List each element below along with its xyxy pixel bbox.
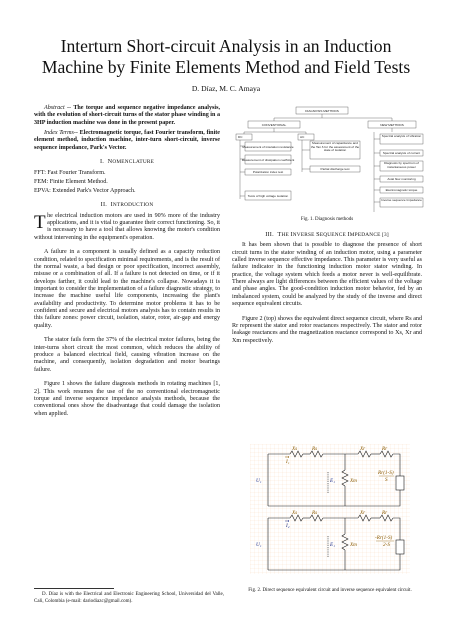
abstract-label: Abstract --: [44, 105, 72, 111]
right-column: [232, 231, 422, 345]
diagram-new-item: Diagnosis by spectrum of instantaneous power: [384, 162, 419, 169]
index-terms-text: Electromagnetic torque, fast Fourier transform, finite element method, induction machine, inter-turn short-circuit, inverse sequence impedance, Park's Vector.: [34, 130, 221, 151]
section-heading-nomenclature: I. NOMENCLATURE: [99, 158, 155, 166]
diagram-new-item: Spectral analysis of current: [382, 151, 421, 156]
diagram-new-methods-label: NEW METHODS: [380, 122, 404, 127]
label-rr-top: Rr: [382, 446, 388, 452]
diagram-new-item: Axial flow monitoring: [387, 177, 416, 182]
nomenclature-item: FEM: Finite Element Method.: [34, 179, 108, 185]
label-xm-top: Xm: [350, 478, 357, 484]
intro-paragraph-1: The electrical induction motors are used in 90% more of the industry applications, and it is vital to guarantee their correct functioning. So, it is necessary to have a tool that allows knowing the motor's condition without intervening in the equipment's operation.: [34, 211, 220, 241]
diagram-new-item: Electromagnetic torque: [385, 188, 418, 193]
nomenclature-item: FFT: Fast Fourier Transform.: [34, 170, 106, 177]
label-load-top-den: S: [385, 477, 388, 483]
label-u1-top: U₁: [256, 478, 262, 484]
label-load-bottom-den: 2-S: [383, 542, 390, 548]
footnote-divider: [34, 588, 114, 589]
footnote: D. Díaz is with the Electrical and Electronic Engineering School, Universidad del Valle, Cali, Colombia (e-mail: dariodiazc@gmail.com).: [34, 592, 224, 604]
diagram-dc-item: Measurement of dissipation coefficient: [241, 158, 295, 162]
equivalent-circuit-figure: [250, 444, 410, 574]
label-e1-bottom: E₁: [330, 542, 335, 548]
diagram-dc-item: Measurement of insulation resistance: [242, 145, 294, 149]
circuit-grid-background: [250, 444, 410, 574]
label-load-bottom: -Rr(1-S): [375, 535, 393, 541]
diagram-conventional-label: CONVENTIONAL: [261, 122, 287, 127]
label-e1-top: E₁: [330, 478, 335, 484]
index-terms: [34, 130, 220, 152]
nomenclature-list: [34, 169, 220, 195]
load-resistor-bottom: [396, 540, 404, 554]
abstract: [34, 105, 220, 127]
paper-title: [20, 36, 432, 78]
intro-paragraph-4: Figure 1 shows the failure diagnosis methods in rotating machines [1, 2]. This work resumes the use of the no conventional electromagnetic torque and inverse sequence impedance analysis methods, because the conventional ones show the disadvantage that could damage the isolation when applied.: [34, 381, 220, 417]
label-load-top: Rr(1-S): [378, 470, 394, 476]
label-rs-bottom: Rs: [312, 510, 318, 516]
label-xr-bottom: Xr: [360, 510, 366, 516]
figure-1-caption: Fig. 1. Diagnosis methods: [300, 217, 354, 222]
diagram-new-item: Spectral analysis of vibration: [381, 135, 422, 138]
label-rs-top: Rs: [312, 446, 318, 452]
title-line-1: Interturn Short-circuit Analysis in an Induction: [60, 36, 392, 56]
section3-paragraph-1: It has been shown that is possible to diagnose the presence of short circuit turns in the stator winding of an induction motor, using a parameter called inverse sequence effective impedance. This parameter is very useful as failure indicator in the functioning induction motor stator winding. In practice, the voltage system which feeds a motor never is well-equilibrate. There always are light differences between the efficient values of the voltage and phase angles. The good-condition induction motor behavior, fed by an imbalanced system, could be analyzed by the study of the inverse and direct sequence equivalent circuits.: [232, 242, 422, 308]
diagram-root-label: DIAGNOSIS METHODS: [305, 108, 339, 113]
label-rr-bottom: Rr: [382, 510, 388, 516]
diagram-dc-item: Polarization index test: [252, 170, 284, 175]
label-u1-bottom: U₁: [256, 542, 262, 548]
diagram-ac-item: Partial discharge test: [320, 167, 350, 172]
title-line-2: Machine by Finite Elements Method and Field Tests: [41, 57, 411, 77]
label-xr-top: Xr: [360, 446, 366, 452]
section-heading-introduction: II. INTRODUCTION: [100, 201, 154, 209]
diagram-dc-label: DC: [238, 135, 243, 140]
index-terms-label: Index Terms--: [44, 130, 78, 137]
left-column: [34, 105, 220, 418]
diagram-new-item: Inverse sequence Impedance: [381, 198, 422, 202]
load-resistor-top: [396, 476, 404, 490]
intro-paragraph-3: The stator fails form the 37% of the electrical motor failures, being the inter-turns short circuit the most common, which reduces the ability of produce a balanced electrical field, causing vibration increase on the machine, and consequently, isolation degradation and motor bearings failure.: [34, 337, 220, 373]
intro-paragraph-2: A failure in a component is usually defined as a capacity reduction condition, related to specification minimal requirements, and is the result of the normal waste, a bad design or poor specification, incorrect assembly, misuse or a combination of all. If a failure is not detected on time, or if it develops farther, it could lead to the machine's collapse. Nowadays it is important to consider the implementation of a failure diagnostic strategy, to increase the machine useful life components, increasing the plant's availability and productivity. To determine motor problems it has to be confident and secure and electrical motors analysis has to contain results in this failure zones: power circuit, isolation, stator, rotor, air-gap and energy quality.: [34, 249, 220, 329]
label-xs-top: Xs: [292, 446, 298, 452]
figure-2-caption: Fig. 2. Direct sequence equivalent circuit and inverse sequence equivalent circuit.: [248, 588, 412, 593]
diagnosis-methods-diagram: [234, 106, 424, 216]
drop-cap: T: [34, 211, 46, 233]
nomenclature-item: EPVA: Extended Park's Vector Approach.: [34, 187, 136, 194]
section3-paragraph-2: Figure 2 (top) shows the equivalent direct sequence circuit, where Rs and Rr represent the stator and rotor reactances respectively. The stator and rotor leakage reactances and the magnetization reactance correspond to Xs, Xr and Xm respectively.: [232, 315, 422, 344]
authors: D. Díaz, M. C. Amaya: [191, 84, 261, 93]
label-i2-bottom: I₂: [286, 523, 290, 529]
label-xm-bottom: Xm: [350, 542, 357, 548]
diagram-dc-item: Tests of high voltage isolation: [247, 194, 289, 198]
label-xs-bottom: Xs: [292, 510, 298, 516]
diagram-ac-label: AC: [300, 135, 305, 140]
label-i1-top: I₁: [286, 459, 290, 465]
diagram-ac-item: Measurement of capacitance and the Tan δ for the assessment of the state of isolation: [310, 142, 360, 153]
section-heading-inverse-sequence: III. THE INVERSE SEQUENCE IMPEDANCE [3]: [265, 231, 389, 238]
abstract-text: The torque and sequence negative impedance analysis, with the evolution of short-circuit turns of the stator phase winding in a 3HP induction machine was done in the present paper.: [34, 105, 220, 126]
